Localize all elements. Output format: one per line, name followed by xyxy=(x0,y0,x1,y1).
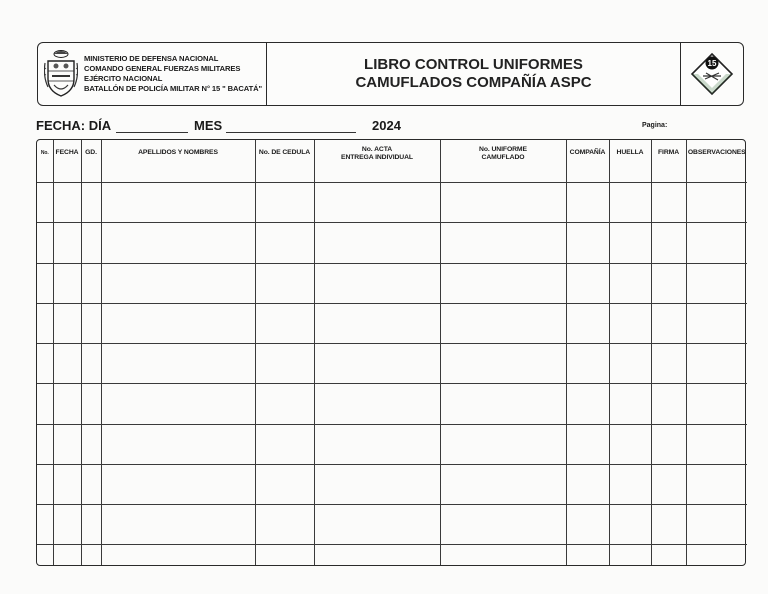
col-header-no: No. xyxy=(37,140,53,183)
uniform-log-table xyxy=(37,140,747,565)
table-cell[interactable] xyxy=(440,223,566,263)
table-cell[interactable] xyxy=(101,424,255,464)
table-cell[interactable] xyxy=(686,223,747,263)
table-cell[interactable] xyxy=(440,545,566,565)
table-cell[interactable] xyxy=(440,424,566,464)
table-cell[interactable] xyxy=(440,464,566,504)
institution-line: EJÉRCITO NACIONAL xyxy=(84,74,163,83)
col-header-fecha: FECHA xyxy=(53,140,81,183)
table-cell[interactable] xyxy=(609,505,651,545)
table-cell[interactable] xyxy=(37,505,53,545)
table-cell[interactable] xyxy=(255,384,314,424)
table-cell[interactable] xyxy=(609,424,651,464)
table-row xyxy=(37,344,747,384)
table-cell[interactable] xyxy=(440,303,566,343)
table-cell[interactable] xyxy=(314,183,440,223)
table-cell[interactable] xyxy=(566,505,609,545)
table-cell[interactable] xyxy=(566,384,609,424)
table-cell[interactable] xyxy=(53,223,81,263)
year-label: 2024 xyxy=(372,118,401,133)
table-cell[interactable] xyxy=(81,505,101,545)
table-cell[interactable] xyxy=(686,545,747,565)
table-cell[interactable] xyxy=(81,223,101,263)
table-cell[interactable] xyxy=(53,384,81,424)
table-cell[interactable] xyxy=(37,344,53,384)
col-header-cedula: No. DE CEDULA xyxy=(255,140,314,183)
table-row xyxy=(37,424,747,464)
table-cell[interactable] xyxy=(686,303,747,343)
table-cell[interactable] xyxy=(53,424,81,464)
table-cell[interactable] xyxy=(81,424,101,464)
table-cell[interactable] xyxy=(566,545,609,565)
table-cell[interactable] xyxy=(101,223,255,263)
table-header-row xyxy=(37,140,747,183)
mes-label: MES xyxy=(194,118,223,133)
table-cell[interactable] xyxy=(314,424,440,464)
table-cell[interactable] xyxy=(686,505,747,545)
table-cell[interactable] xyxy=(314,223,440,263)
pagina-label: Pagina: xyxy=(642,122,668,129)
table-cell[interactable] xyxy=(255,223,314,263)
table-cell[interactable] xyxy=(651,384,686,424)
dia-blank[interactable] xyxy=(116,132,188,133)
control-table xyxy=(36,139,746,566)
table-cell[interactable] xyxy=(686,384,747,424)
table-cell[interactable] xyxy=(686,424,747,464)
table-cell[interactable] xyxy=(101,263,255,303)
title-line-1: LIBRO CONTROL UNIFORMES xyxy=(364,56,583,73)
table-row xyxy=(37,464,747,504)
table-cell[interactable] xyxy=(314,263,440,303)
table-cell[interactable] xyxy=(37,303,53,343)
table-cell[interactable] xyxy=(255,424,314,464)
table-cell[interactable] xyxy=(651,183,686,223)
table-cell[interactable] xyxy=(255,464,314,504)
table-cell[interactable] xyxy=(53,183,81,223)
table-cell[interactable] xyxy=(651,464,686,504)
coat-of-arms-icon xyxy=(44,49,78,99)
table-cell[interactable] xyxy=(101,303,255,343)
table-cell[interactable] xyxy=(651,505,686,545)
col-header-compania: COMPAÑÍA xyxy=(566,140,609,183)
table-cell[interactable] xyxy=(53,303,81,343)
table-cell[interactable] xyxy=(440,263,566,303)
col-header-observaciones: OBSERVACIONES xyxy=(686,140,747,183)
table-body xyxy=(37,183,747,566)
table-cell[interactable] xyxy=(81,545,101,565)
table-cell[interactable] xyxy=(651,545,686,565)
table-cell[interactable] xyxy=(255,263,314,303)
table-cell[interactable] xyxy=(686,464,747,504)
table-cell[interactable] xyxy=(37,223,53,263)
form-header xyxy=(37,42,744,106)
table-cell[interactable] xyxy=(81,263,101,303)
table-cell[interactable] xyxy=(609,344,651,384)
table-cell[interactable] xyxy=(314,464,440,504)
table-cell[interactable] xyxy=(440,384,566,424)
table-row xyxy=(37,303,747,343)
table-row xyxy=(37,223,747,263)
mes-blank[interactable] xyxy=(226,132,356,133)
table-row xyxy=(37,384,747,424)
col-header-huella: HUELLA xyxy=(609,140,651,183)
table-cell[interactable] xyxy=(81,384,101,424)
table-cell[interactable] xyxy=(686,263,747,303)
table-cell[interactable] xyxy=(314,344,440,384)
battalion-badge-icon xyxy=(690,52,734,96)
table-cell[interactable] xyxy=(314,505,440,545)
table-cell[interactable] xyxy=(81,344,101,384)
col-header-uniforme: No. UNIFORME CAMUFLADO xyxy=(440,140,566,183)
table-cell[interactable] xyxy=(53,263,81,303)
table-cell[interactable] xyxy=(566,424,609,464)
table-row xyxy=(37,263,747,303)
table-cell[interactable] xyxy=(314,303,440,343)
table-cell[interactable] xyxy=(609,263,651,303)
table-cell[interactable] xyxy=(566,464,609,504)
table-cell[interactable] xyxy=(255,183,314,223)
table-cell[interactable] xyxy=(566,344,609,384)
table-cell[interactable] xyxy=(37,183,53,223)
date-row xyxy=(36,118,746,136)
table-cell[interactable] xyxy=(81,464,101,504)
table-cell[interactable] xyxy=(101,545,255,565)
table-cell[interactable] xyxy=(609,384,651,424)
table-row xyxy=(37,505,747,545)
table-cell[interactable] xyxy=(651,223,686,263)
table-cell[interactable] xyxy=(686,183,747,223)
col-header-firma: FIRMA xyxy=(651,140,686,183)
institution-lines xyxy=(84,54,262,94)
badge-number: 15 xyxy=(707,59,717,68)
table-cell[interactable] xyxy=(255,303,314,343)
table-row xyxy=(37,545,747,565)
table-cell[interactable] xyxy=(440,183,566,223)
table-cell[interactable] xyxy=(255,344,314,384)
col-header-apellidos-nombres: APELLIDOS Y NOMBRES xyxy=(101,140,255,183)
table-cell[interactable] xyxy=(609,545,651,565)
table-cell[interactable] xyxy=(101,344,255,384)
form-title xyxy=(267,43,681,105)
table-cell[interactable] xyxy=(37,384,53,424)
table-cell[interactable] xyxy=(609,303,651,343)
table-cell[interactable] xyxy=(81,183,101,223)
table-cell[interactable] xyxy=(255,505,314,545)
institution-line: MINISTERIO DE DEFENSA NACIONAL xyxy=(84,54,219,63)
col-header-grado: GD. xyxy=(81,140,101,183)
table-cell[interactable] xyxy=(255,545,314,565)
table-cell[interactable] xyxy=(53,545,81,565)
table-cell[interactable] xyxy=(101,464,255,504)
table-cell[interactable] xyxy=(101,183,255,223)
table-cell[interactable] xyxy=(37,464,53,504)
table-cell[interactable] xyxy=(37,545,53,565)
table-cell[interactable] xyxy=(566,223,609,263)
table-cell[interactable] xyxy=(651,303,686,343)
table-cell[interactable] xyxy=(609,464,651,504)
institution-line: BATALLÓN DE POLICÍA MILITAR N° 15 " BACATÁ" xyxy=(84,84,263,93)
table-cell[interactable] xyxy=(566,183,609,223)
title-line-2: CAMUFLADOS COMPAÑÍA ASPC xyxy=(355,74,592,91)
table-cell[interactable] xyxy=(37,263,53,303)
table-cell[interactable] xyxy=(609,183,651,223)
institution-block xyxy=(38,43,267,105)
table-cell[interactable] xyxy=(686,344,747,384)
table-cell[interactable] xyxy=(101,505,255,545)
table-cell[interactable] xyxy=(651,263,686,303)
table-cell[interactable] xyxy=(651,344,686,384)
unit-badge xyxy=(681,43,743,105)
table-cell[interactable] xyxy=(314,384,440,424)
table-cell[interactable] xyxy=(53,464,81,504)
table-cell[interactable] xyxy=(440,344,566,384)
table-cell[interactable] xyxy=(566,303,609,343)
col-header-acta: No. ACTA ENTREGA INDIVIDUAL xyxy=(314,140,440,183)
table-cell[interactable] xyxy=(53,344,81,384)
table-cell[interactable] xyxy=(566,263,609,303)
table-cell[interactable] xyxy=(314,545,440,565)
table-cell[interactable] xyxy=(81,303,101,343)
institution-line: COMANDO GENERAL FUERZAS MILITARES xyxy=(84,64,241,73)
table-row xyxy=(37,183,747,223)
table-cell[interactable] xyxy=(37,424,53,464)
table-cell[interactable] xyxy=(440,505,566,545)
table-cell[interactable] xyxy=(609,223,651,263)
table-cell[interactable] xyxy=(53,505,81,545)
table-cell[interactable] xyxy=(651,424,686,464)
fecha-dia-label: FECHA: DÍA xyxy=(36,118,112,133)
table-cell[interactable] xyxy=(101,384,255,424)
